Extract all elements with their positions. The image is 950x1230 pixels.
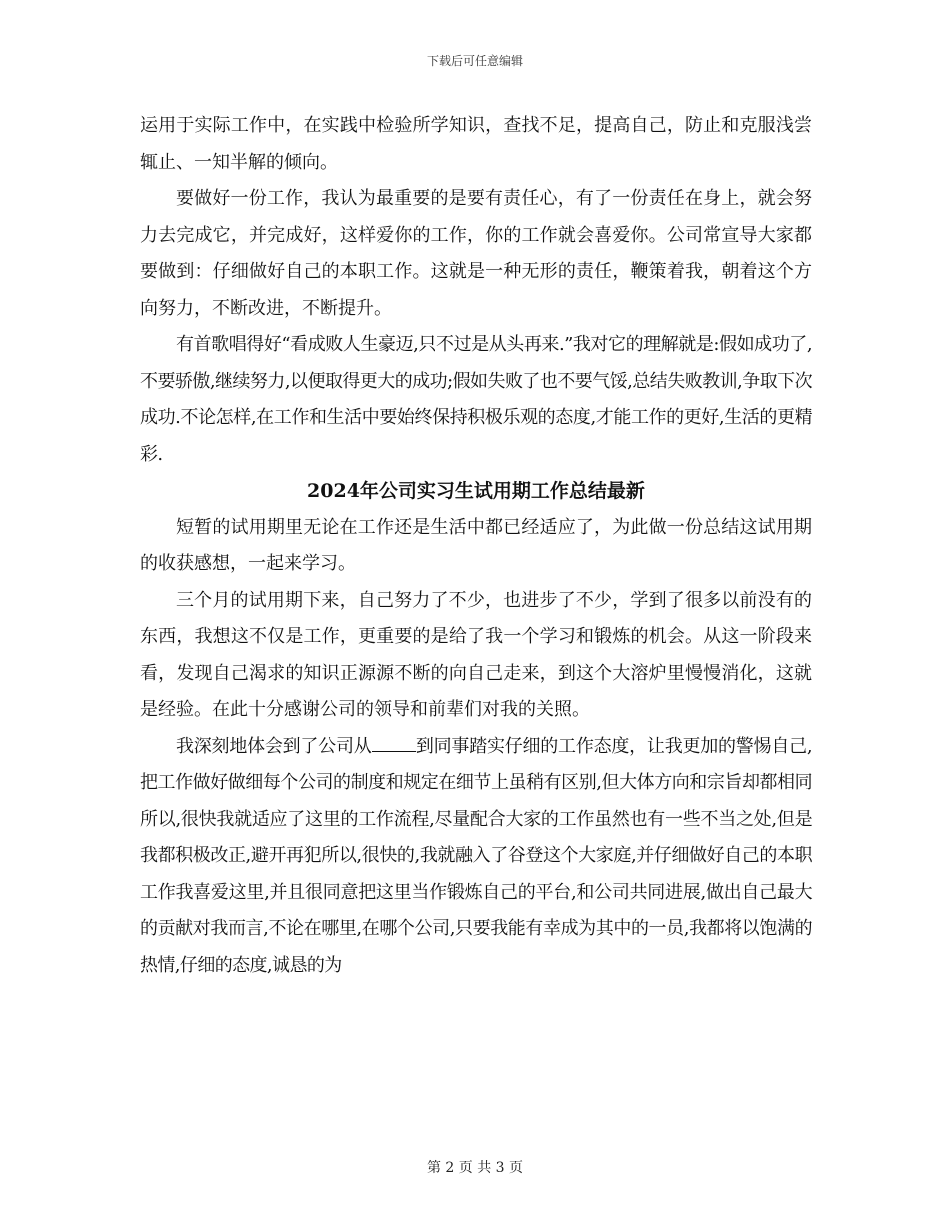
paragraph-experience: [140, 729, 812, 985]
page-number: 第 2 页 共 3 页: [426, 1160, 524, 1176]
fill-in-blank: [372, 735, 416, 752]
paragraph-continuation: 运用于实际工作中，在实践中检验所学知识，查找不足，提高自己，防止和克服浅尝辄止、一知半解的倾向。: [140, 115, 812, 173]
paragraph-three-months: 三个月的试用期下来，自己努力了不少，也进步了不少，学到了很多以前没有的东西，我想这不仅是工作，更重要的是给了我一个学习和锻炼的机会。从这一阶段来看，发现自己渴求的知识正源源不断的向自己走来，到这个大溶炉里慢慢消化，这就是经验。在此十分感谢公司的领导和前辈们对我的关照。: [140, 589, 812, 720]
paragraph-song: 有首歌唱得好“看成败人生豪迈,只不过是从头再来.”我对它的理解就是:假如成功了,不要骄傲,继续努力,以便取得更大的成功;假如失败了也不要气馁,总结失败教训,争取下次成功.不论怎样,在工作和生活中要始终保持积极乐观的态度,才能工作的更好,生活的更精彩.: [140, 334, 812, 465]
paragraph-text-before-blank: 我深刻地体会到了公司从: [176, 735, 372, 757]
page-header-note: 下载后可任意编辑: [426, 54, 523, 68]
document-body: [140, 108, 812, 984]
section-title: 2024年公司实习生试用期工作总结最新: [307, 480, 645, 502]
paragraph-intro: 短暂的试用期里无论在工作还是生活中都已经适应了，为此做一份总结这试用期的收获感想，一起来学习。: [140, 516, 812, 574]
paragraph-text-after-blank: 到同事踏实仔细的工作态度，让我更加的警惕自己,把工作做好做细每个公司的制度和规定在细节上虽稍有区别,但大体方向和宗旨却都相同所以,很快我就适应了这里的工作流程,尽量配合大家的工作虽然也有一些不当之处,但是我都积极改正,避开再犯所以,很快的,我就融入了谷登这个大家庭,并仔细做好自己的本职工作我喜爱这里,并且很同意把这里当作锻炼自己的平台,和公司共同进展,做出自己最大的贡献对我而言,不论在哪里,在哪个公司,只要我能有幸成为其中的一员,我都将以饱满的热情,仔细的态度,诚恳的为: [140, 735, 812, 976]
paragraph-responsibility: 要做好一份工作，我认为最重要的是要有责任心，有了一份责任在身上，就会努力去完成它，并完成好，这样爱你的工作，你的工作就会喜爱你。公司常宣导大家都要做到：仔细做好自己的本职工作。这就是一种无形的责任，鞭策着我，朝着这个方向努力，不断改进，不断提升。: [140, 188, 812, 319]
